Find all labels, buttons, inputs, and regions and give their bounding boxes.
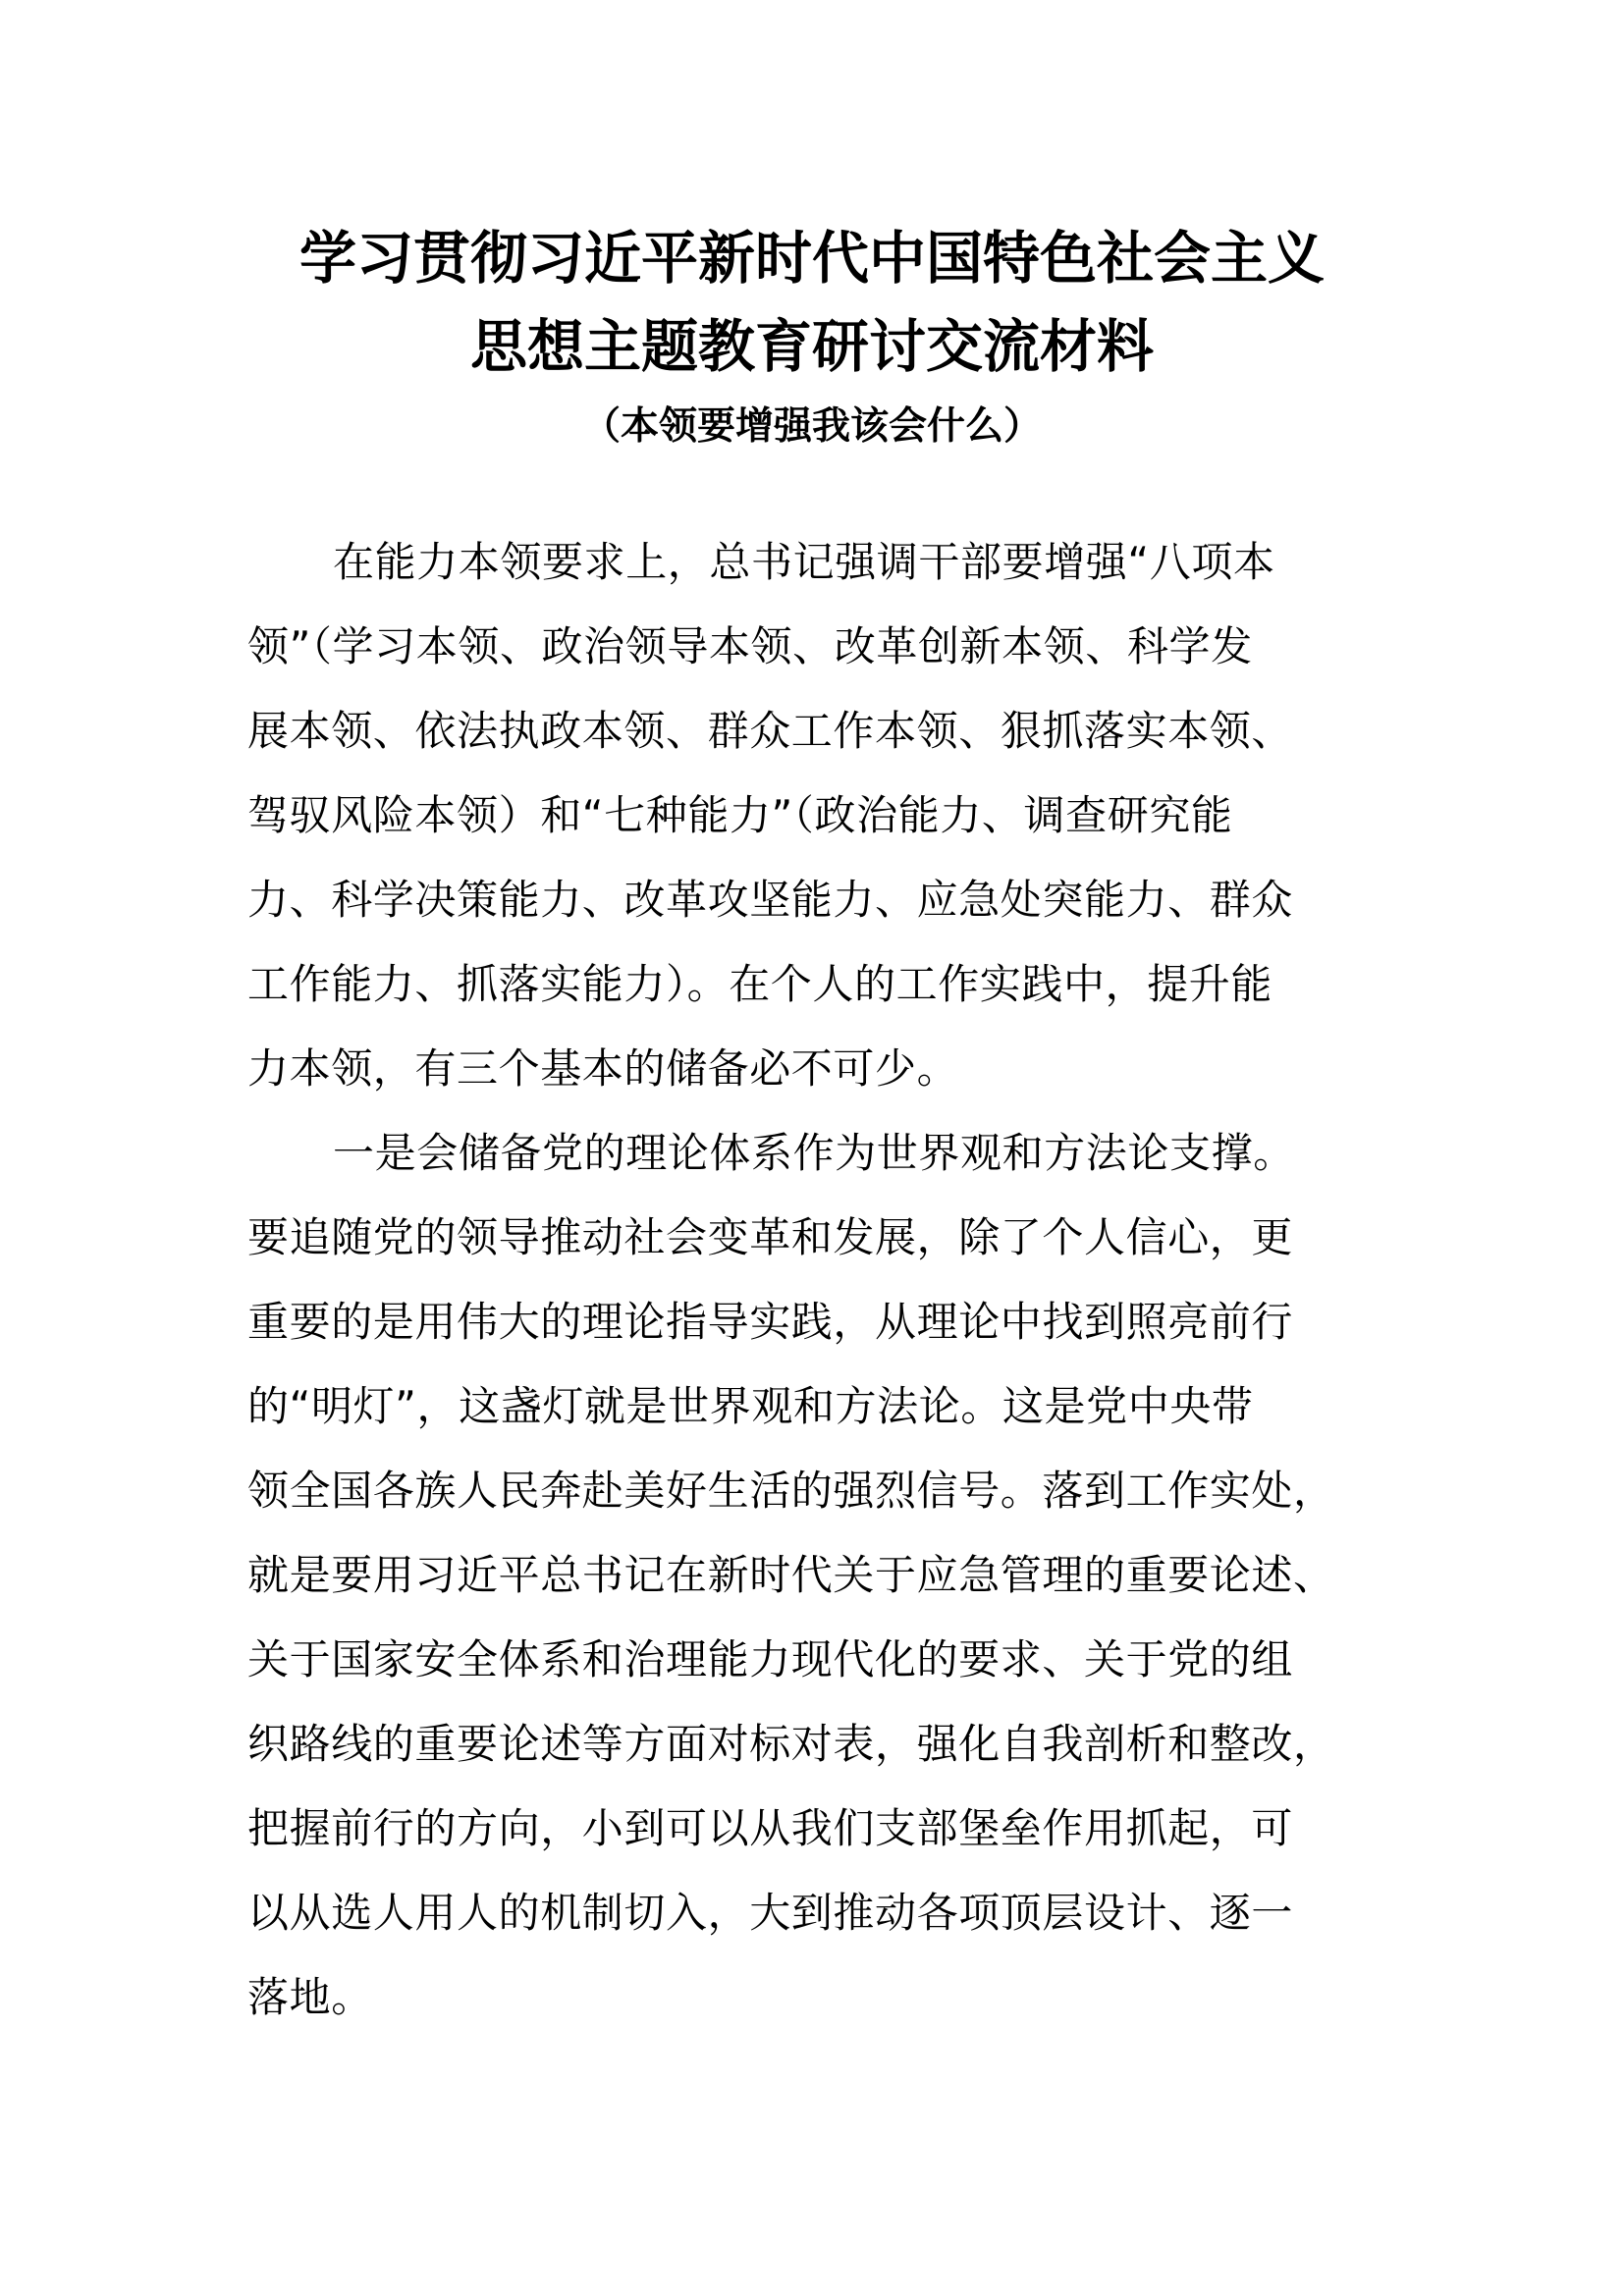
- document-title-line-2: 思想主题教育研讨交流材料: [469, 313, 1154, 380]
- paragraph-line: 工作能力、抓落实能力）。在个人的工作实践中，提升能: [247, 960, 1273, 1008]
- paragraph-line: 展本领、依法执政本领、群众工作本领、狠抓落实本领、: [247, 707, 1294, 755]
- paragraph-line: 力、科学决策能力、改革攻坚能力、应急处突能力、群众: [247, 876, 1294, 924]
- paragraph-line: 一是会储备党的理论体系作为世界观和方法论支撑。: [333, 1129, 1295, 1177]
- paragraph-line: 织路线的重要论述等方面对标对表，强化自我剖析和整改，: [247, 1720, 1335, 1768]
- document-title-line-1: 学习贯彻习近平新时代中国特色社会主义: [298, 225, 1325, 292]
- document-subtitle: （本领要增强我该会什么）: [581, 404, 1042, 449]
- paragraph-line: 驾驭风险本领）和“七种能力”（政治能力、调查研究能: [247, 791, 1233, 839]
- paragraph-line: 就是要用习近平总书记在新时代关于应急管理的重要论述、: [247, 1551, 1335, 1599]
- paragraph-2: [247, 1111, 1386, 2040]
- paragraph-line: 领全国各族人民奔赴美好生活的强烈信号。落到工作实处，: [247, 1467, 1335, 1515]
- paragraph-line: 重要的是用伟大的理论指导实践，从理论中找到照亮前行: [247, 1298, 1294, 1346]
- paragraph-line: 以从选人用人的机制切入，大到推动各项顶层设计、逐一: [247, 1889, 1294, 1937]
- document-body: [247, 520, 1386, 2040]
- paragraph-line: 的“明灯”，这盏灯就是世界观和方法论。这是党中央带: [247, 1382, 1254, 1430]
- paragraph-1: [247, 520, 1386, 1111]
- paragraph-line: 落地。: [247, 1973, 373, 2021]
- paragraph-line: 领”（学习本领、政治领导本领、改革创新本领、科学发: [247, 622, 1253, 670]
- paragraph-line: 要追随党的领导推动社会变革和发展，除了个人信心，更: [247, 1213, 1294, 1261]
- paragraph-line: 力本领，有三个基本的储备必不可少。: [247, 1044, 959, 1093]
- paragraph-line: 把握前行的方向，小到可以从我们支部堡垒作用抓起，可: [247, 1804, 1294, 1852]
- paragraph-line: 在能力本领要求上，总书记强调干部要增强“八项本: [333, 538, 1275, 586]
- paragraph-line: 关于国家安全体系和治理能力现代化的要求、关于党的组: [247, 1635, 1294, 1683]
